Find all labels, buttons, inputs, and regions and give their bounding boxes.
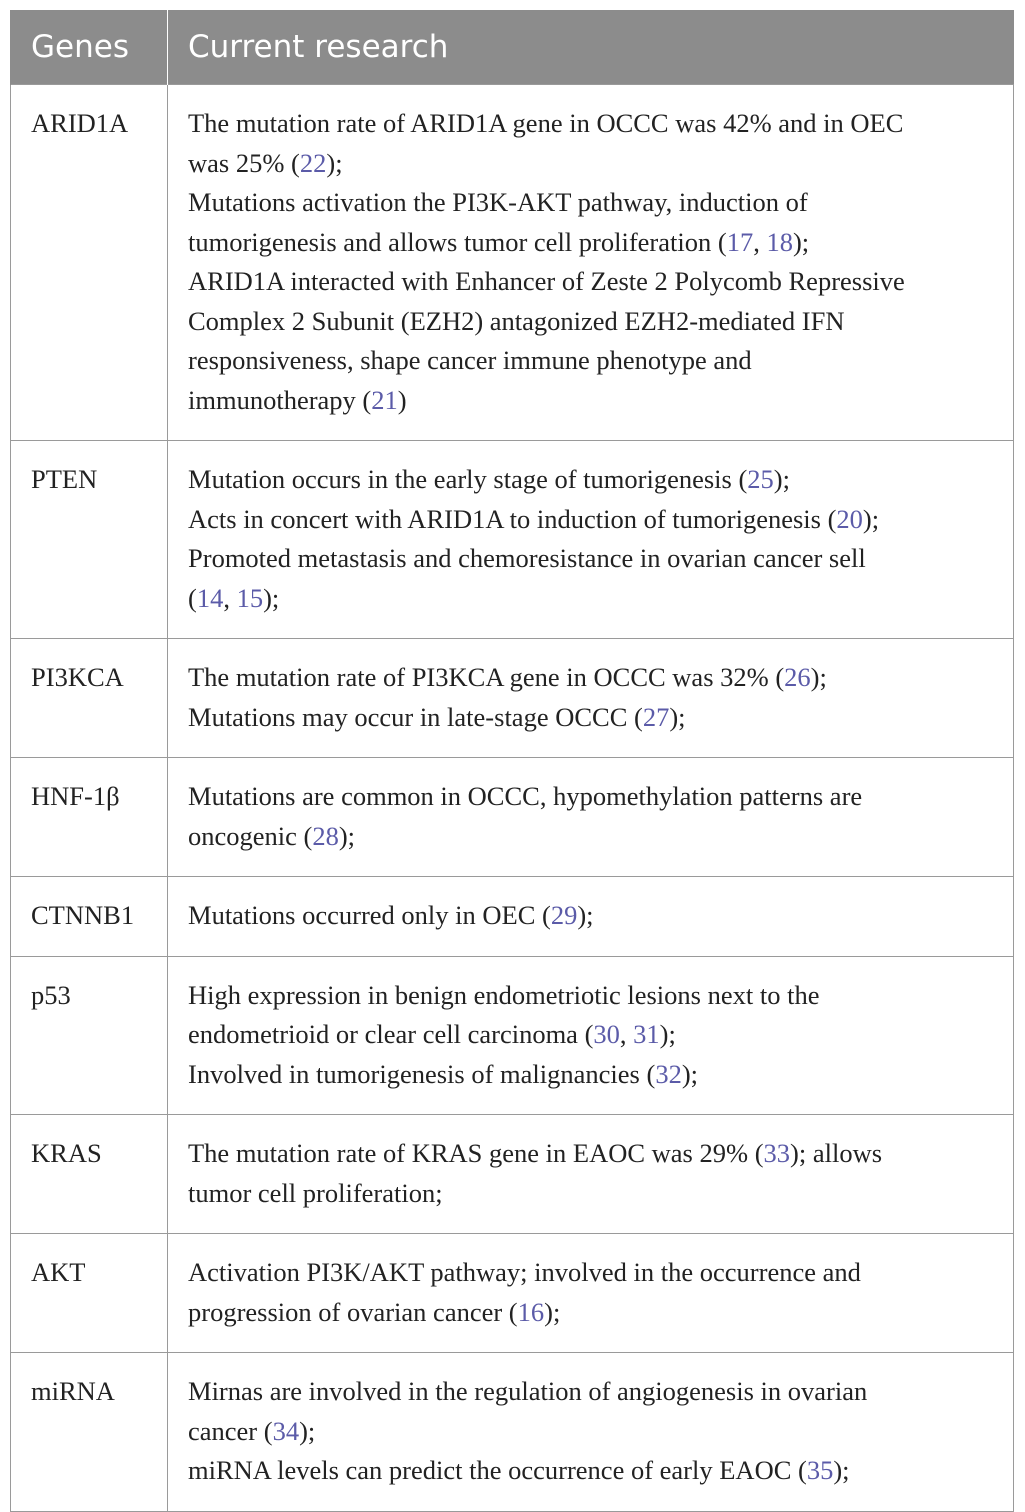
research-text: ); bbox=[544, 1296, 561, 1327]
reference-link[interactable]: 35 bbox=[806, 1455, 834, 1485]
research-text: tumorigenesis and allows tumor cell proliferation ( bbox=[188, 226, 727, 257]
research-line bbox=[188, 460, 993, 500]
research-line bbox=[188, 1412, 993, 1452]
research-text: ( bbox=[188, 582, 197, 613]
research-text: ); bbox=[299, 1415, 316, 1446]
research-line bbox=[188, 1451, 993, 1491]
research-text: The mutation rate of PI3KCA gene in OCCC was 32% ( bbox=[188, 662, 785, 692]
reference-link[interactable]: 29 bbox=[550, 900, 578, 930]
research-cell bbox=[168, 1234, 1014, 1353]
research-line bbox=[188, 1253, 993, 1293]
research-text: ); bbox=[338, 820, 356, 851]
research-text: progression of ovarian cancer ( bbox=[188, 1296, 518, 1327]
research-cell bbox=[168, 956, 1014, 1115]
genes-research-table bbox=[10, 10, 1014, 1512]
research-text: ) bbox=[397, 384, 407, 415]
research-line bbox=[188, 539, 993, 579]
research-text: Mutation occurs in the early stage of tumorigenesis ( bbox=[188, 464, 748, 494]
reference-link[interactable]: 31 bbox=[633, 1019, 660, 1049]
research-text: Acts in concert with ARID1A to induction of tumorigenesis ( bbox=[188, 503, 837, 534]
reference-link[interactable]: 34 bbox=[272, 1415, 300, 1446]
research-line bbox=[188, 976, 993, 1016]
research-text: ); bbox=[669, 701, 686, 732]
research-text: was 25% ( bbox=[188, 147, 300, 178]
research-line bbox=[188, 104, 993, 144]
research-line bbox=[188, 579, 993, 619]
research-text: The mutation rate of ARID1A gene in OCCC was 42% and in OEC bbox=[188, 108, 904, 138]
research-text: ); bbox=[263, 582, 280, 613]
research-text: ); allows bbox=[790, 1138, 883, 1168]
table-row bbox=[11, 1115, 1014, 1234]
reference-link[interactable]: 22 bbox=[299, 147, 327, 178]
research-line bbox=[188, 262, 993, 302]
research-cell bbox=[168, 758, 1014, 877]
table-header bbox=[11, 10, 1014, 85]
research-line bbox=[188, 500, 993, 540]
genes-table-container bbox=[10, 10, 1013, 1512]
research-text: miRNA levels can predict the occurrence of early EAOC ( bbox=[188, 1455, 807, 1485]
gene-cell: ARID1A bbox=[11, 85, 168, 441]
research-text: , bbox=[223, 582, 237, 613]
gene-cell: KRAS bbox=[11, 1115, 168, 1234]
research-cell bbox=[168, 85, 1014, 441]
research-line bbox=[188, 896, 993, 936]
reference-link[interactable]: 15 bbox=[236, 582, 264, 613]
table-row bbox=[11, 758, 1014, 877]
research-line bbox=[188, 341, 993, 381]
research-cell bbox=[168, 639, 1014, 758]
reference-link[interactable]: 17 bbox=[726, 226, 754, 257]
gene-cell: miRNA bbox=[11, 1353, 168, 1512]
gene-cell: AKT bbox=[11, 1234, 168, 1353]
reference-link[interactable]: 20 bbox=[836, 503, 863, 534]
gene-cell: PI3KCA bbox=[11, 639, 168, 758]
research-text: ); bbox=[792, 226, 810, 257]
research-line bbox=[188, 1134, 993, 1174]
research-text: Mutations occurred only in OEC ( bbox=[188, 900, 551, 930]
research-line bbox=[188, 302, 993, 342]
table-row bbox=[11, 1234, 1014, 1353]
research-text: Mutations activation the PI3K-AKT pathway, induction of bbox=[188, 187, 808, 217]
header-genes: Genes bbox=[11, 10, 168, 85]
table-row bbox=[11, 639, 1014, 758]
research-text: Mutations may occur in late-stage OCCC ( bbox=[188, 701, 643, 732]
research-line bbox=[188, 183, 993, 223]
research-line bbox=[188, 223, 993, 263]
research-text: ); bbox=[862, 503, 880, 534]
research-line bbox=[188, 1055, 993, 1095]
header-current-research: Current research bbox=[168, 10, 1014, 85]
research-text: High expression in benign endometriotic lesions next to the bbox=[188, 979, 820, 1010]
reference-link[interactable]: 14 bbox=[196, 582, 224, 613]
reference-link[interactable]: 26 bbox=[784, 662, 811, 692]
table-row bbox=[11, 85, 1014, 441]
research-text: The mutation rate of KRAS gene in EAOC was 29% ( bbox=[188, 1138, 764, 1168]
reference-link[interactable]: 16 bbox=[517, 1296, 545, 1327]
research-line bbox=[188, 817, 993, 857]
table-row bbox=[11, 1353, 1014, 1512]
reference-link[interactable]: 25 bbox=[747, 464, 774, 494]
research-line bbox=[188, 144, 993, 184]
research-text: oncogenic ( bbox=[188, 820, 313, 851]
research-text: Involved in tumorigenesis of malignancies ( bbox=[188, 1058, 656, 1089]
research-cell bbox=[168, 877, 1014, 957]
reference-link[interactable]: 28 bbox=[312, 820, 339, 851]
research-text: tumor cell proliferation; bbox=[188, 1177, 443, 1208]
research-text: ); bbox=[810, 662, 827, 692]
research-text: , bbox=[753, 226, 767, 257]
research-text: Mirnas are involved in the regulation of angiogenesis in ovarian bbox=[188, 1376, 868, 1406]
research-text: endometrioid or clear cell carcinoma ( bbox=[188, 1019, 594, 1049]
research-text: immunotherapy ( bbox=[188, 384, 372, 415]
research-text: cancer ( bbox=[188, 1415, 273, 1446]
research-text: Activation PI3K/AKT pathway; involved in the occurrence and bbox=[188, 1257, 861, 1287]
reference-link[interactable]: 32 bbox=[655, 1058, 682, 1089]
research-text: ); bbox=[659, 1019, 676, 1049]
table-row bbox=[11, 956, 1014, 1115]
reference-link[interactable]: 27 bbox=[642, 701, 670, 732]
research-cell bbox=[168, 1115, 1014, 1234]
research-text: , bbox=[619, 1019, 634, 1049]
gene-cell: CTNNB1 bbox=[11, 877, 168, 957]
gene-cell: HNF-1β bbox=[11, 758, 168, 877]
research-text: ); bbox=[681, 1058, 699, 1089]
research-text: ); bbox=[773, 464, 790, 494]
research-text: responsiveness, shape cancer immune phenotype and bbox=[188, 345, 752, 375]
research-line bbox=[188, 777, 993, 817]
research-cell bbox=[168, 441, 1014, 639]
research-cell bbox=[168, 1353, 1014, 1512]
table-row bbox=[11, 877, 1014, 957]
reference-link[interactable]: 21 bbox=[371, 384, 398, 415]
research-text: Mutations are common in OCCC, hypomethylation patterns are bbox=[188, 781, 863, 811]
research-text: Promoted metastasis and chemoresistance in ovarian cancer sell bbox=[188, 543, 866, 573]
reference-link[interactable]: 33 bbox=[763, 1138, 791, 1168]
gene-cell: p53 bbox=[11, 956, 168, 1115]
research-text: ARID1A interacted with Enhancer of Zeste 2 Polycomb Repressive bbox=[188, 266, 905, 296]
research-line bbox=[188, 1293, 993, 1333]
reference-link[interactable]: 18 bbox=[766, 226, 793, 257]
table-row bbox=[11, 441, 1014, 639]
reference-link[interactable]: 30 bbox=[593, 1019, 620, 1049]
research-line bbox=[188, 381, 993, 421]
gene-cell: PTEN bbox=[11, 441, 168, 639]
research-line bbox=[188, 1015, 993, 1055]
research-text: ); bbox=[577, 900, 594, 930]
research-line bbox=[188, 658, 993, 698]
table-body bbox=[11, 85, 1014, 1512]
header-row bbox=[11, 10, 1014, 85]
research-line bbox=[188, 698, 993, 738]
research-text: ); bbox=[326, 147, 343, 178]
research-text: ); bbox=[833, 1455, 850, 1485]
research-text: Complex 2 Subunit (EZH2) antagonized EZH2-mediated IFN bbox=[188, 305, 845, 336]
research-line bbox=[188, 1174, 993, 1214]
research-line bbox=[188, 1372, 993, 1412]
